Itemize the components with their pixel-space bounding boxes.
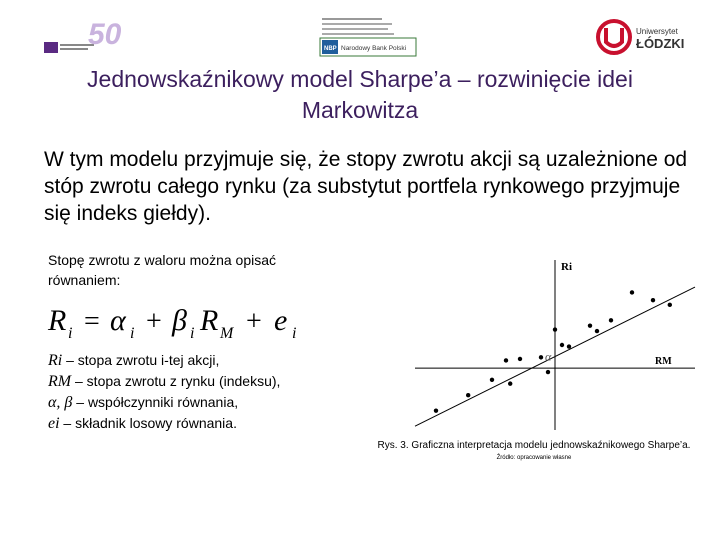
svg-text:e: e: [274, 304, 288, 337]
data-point: [490, 378, 494, 382]
nbp-name: Narodowy Bank Polski: [341, 45, 407, 52]
data-point: [466, 393, 470, 397]
definition-item: ei – składnik losowy równania.: [48, 415, 237, 432]
data-point: [553, 327, 557, 331]
svg-text:i: i: [68, 325, 73, 342]
x-axis-label: RM: [655, 356, 672, 368]
svg-text:+: +: [146, 306, 162, 337]
logo-left-text: 50: [88, 18, 122, 51]
nbp-abbr: NBP: [324, 46, 337, 52]
y-axis-label: Ri: [561, 261, 572, 273]
figure-caption: Rys. 3. Graficzna interpretacja modelu jednowskaźnikowego Sharpe’a.: [377, 440, 691, 451]
lodz-emblem-icon: [598, 21, 630, 53]
data-point: [567, 344, 571, 348]
formula-intro: Stopę zwrotu z waloru można opisać równaniem:: [48, 252, 276, 288]
svg-text:i: i: [190, 325, 195, 342]
data-point: [539, 355, 543, 359]
logo-left-mark: [44, 42, 58, 53]
university-50-years-logo: [44, 18, 134, 58]
data-point: [560, 343, 564, 347]
university-lodz-logo: [596, 18, 706, 58]
data-point: [434, 408, 438, 412]
svg-text:α: α: [110, 304, 126, 337]
data-point: [518, 357, 522, 361]
definition-item: Ri – stopa zwrotu i-tej akcji,: [48, 352, 220, 369]
data-point: [595, 329, 599, 333]
definition-item: RM – stopa zwrotu z rynku (indeksu),: [48, 373, 281, 390]
svg-text:=: =: [84, 306, 100, 337]
definitions-list: [48, 350, 348, 434]
logo-right-line1: Uniwersytet: [636, 27, 678, 36]
sharpe-scatter-chart: [405, 250, 705, 440]
definition-item: α, β – współczynniki równania,: [48, 394, 239, 411]
svg-text:R: R: [200, 304, 219, 337]
svg-text:i: i: [130, 325, 135, 342]
data-point: [651, 298, 655, 302]
svg-text:R: R: [48, 304, 67, 337]
nbp-logo: [318, 16, 418, 58]
logo-right-line2: ŁÓDZKI: [636, 36, 685, 51]
data-point: [546, 370, 550, 374]
data-point: [609, 318, 613, 322]
svg-text:M: M: [220, 325, 234, 342]
figure-source: Źródło: opracowanie własne: [496, 455, 572, 461]
data-point: [504, 358, 508, 362]
svg-text:β: β: [172, 304, 187, 337]
intercept-label: α: [545, 349, 552, 364]
data-point: [668, 303, 672, 307]
data-point: [630, 290, 634, 294]
svg-text:+: +: [246, 306, 262, 337]
data-point: [588, 323, 592, 327]
lead-paragraph: W tym modelu przyjmuje się, że stopy zwrotu akcji są uzależnione od stóp zwrotu całego rynku (za substytut portfela rynkowego przyjmuje się indeks giełdy).: [44, 148, 688, 225]
svg-text:i: i: [292, 325, 297, 342]
sharpe-equation: [46, 302, 326, 346]
data-point: [508, 381, 512, 385]
slide-title: Jednowskaźnikowy model Sharpe’a – rozwinięcie idei Markowitza: [87, 66, 633, 123]
